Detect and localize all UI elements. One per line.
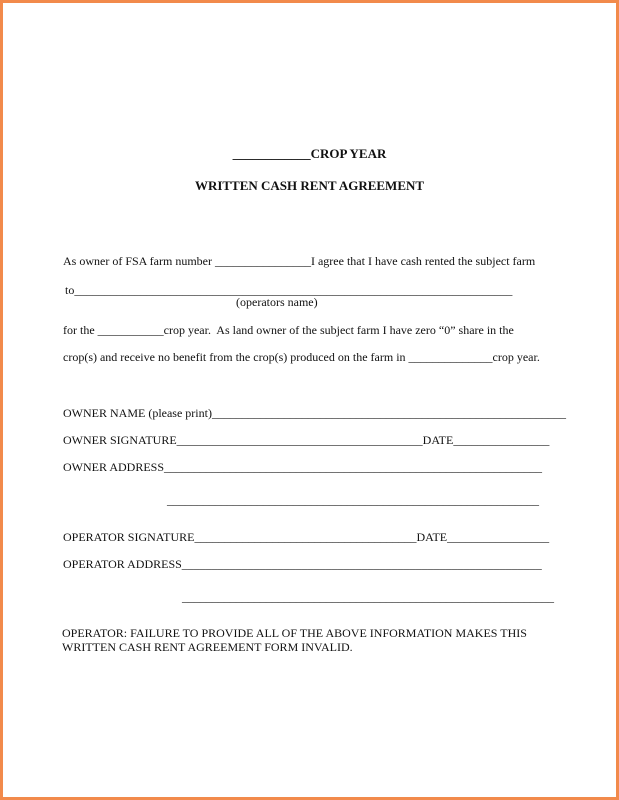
invalid-form-notice: OPERATOR: FAILURE TO PROVIDE ALL OF THE ABOVE INFORMATION MAKES THIS WRITTEN CASH RENT AGREEMENT FORM INVALID. (62, 626, 527, 654)
operator-signature-field: OPERATOR SIGNATURE_____________________________________DATE_________________ (63, 530, 550, 544)
operator-address-line2: ______________________________________________________________ (182, 590, 554, 604)
farm-number-line: As owner of FSA farm number ________________I agree that I have cash rented the subject farm (63, 254, 536, 268)
agreement-title: WRITTEN CASH RENT AGREEMENT (194, 178, 425, 193)
owner-name-field: OWNER NAME (please print)___________________________________________________________ (63, 406, 566, 420)
owner-address-field: OWNER ADDRESS_______________________________________________________________ (63, 460, 543, 474)
owner-signature-field: OWNER SIGNATURE_________________________________________DATE________________ (63, 433, 550, 447)
crop-year-heading: ____________CROP YEAR (232, 146, 387, 161)
no-benefit-line: crop(s) and receive no benefit from the crop(s) produced on the farm in ______________crop year. (63, 350, 540, 364)
operator-address-field: OPERATOR ADDRESS____________________________________________________________ (63, 557, 542, 571)
crop-year-share-line: for the ___________crop year. As land owner of the subject farm I have zero “0” share in the (63, 323, 514, 337)
owner-address-line2: ______________________________________________________________ (167, 493, 539, 507)
rented-to-line: to_________________________________________________________________________ (65, 283, 513, 297)
operators-name-caption: (operators name) (236, 295, 318, 309)
